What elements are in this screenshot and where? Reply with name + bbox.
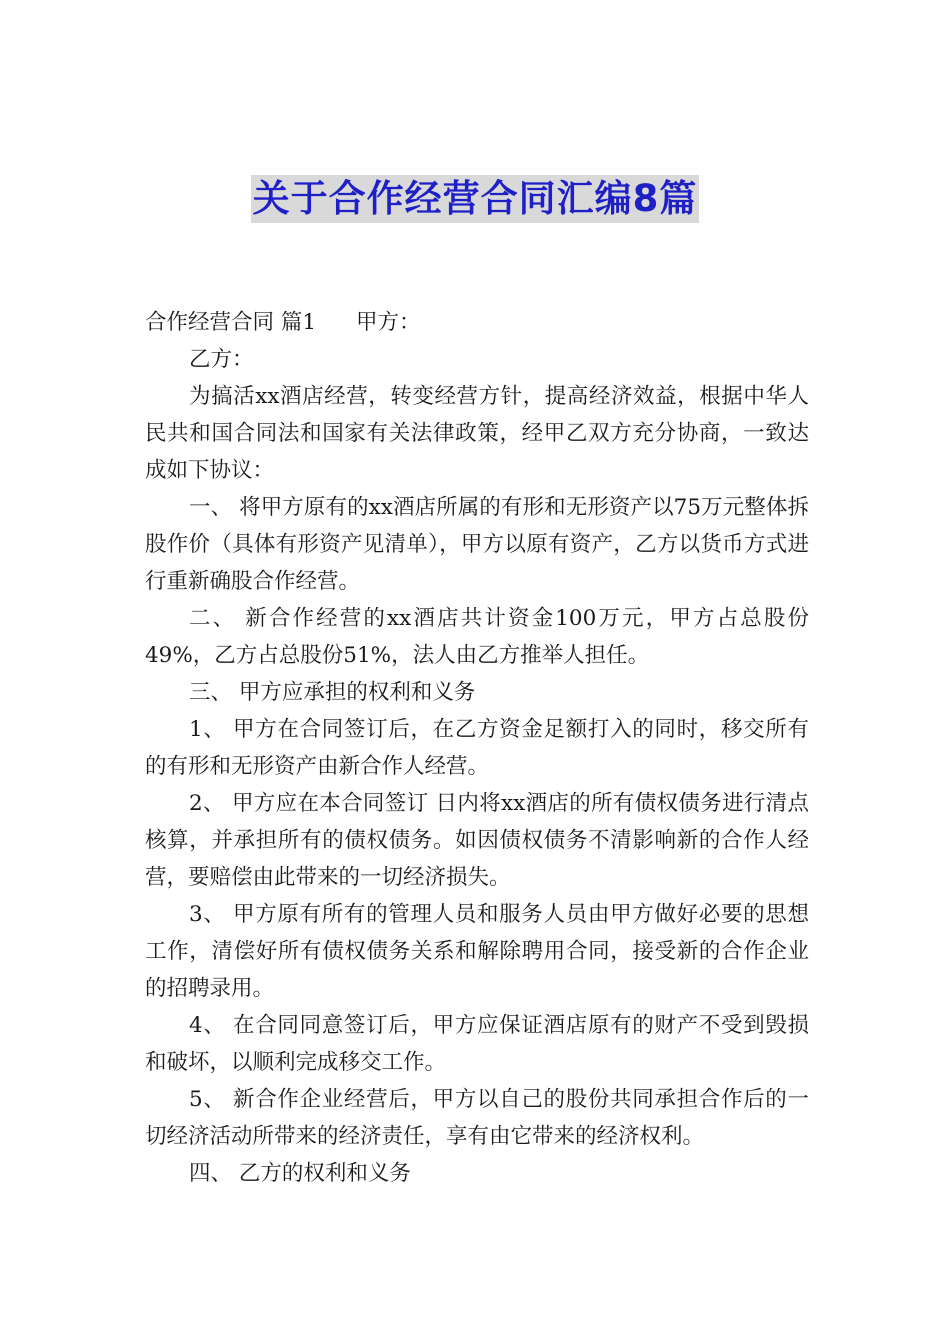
paragraph: 三、 甲方应承担的权利和义务 — [189, 680, 476, 705]
paragraph: 2、 甲方应在本合同签订 日内将xx酒店的所有债权债务进行清点核算，并承担所有的债权债务。如因债权债务不清影响新的合作人经营，要赔偿由此带来的一切经济损失。 — [145, 791, 809, 890]
paragraph: 4、 在合同同意签订后，甲方应保证酒店原有的财产不受到毁损和破坏，以顺利完成移交工作。 — [145, 1013, 809, 1075]
paragraph: 5、 新合作企业经营后，甲方以自己的股份共同承担合作后的一切经济活动所带来的经济责任，享有由它带来的经济权利。 — [145, 1087, 809, 1149]
paragraph: 为搞活xx酒店经营，转变经营方针，提高经济效益，根据中华人民共和国合同法和国家有关法律政策，经甲乙双方充分协商，一致达成如下协议： — [145, 384, 809, 483]
paragraph: 一、 将甲方原有的xx酒店所属的有形和无形资产以75万元整体拆股作价（具体有形资产见清单），甲方以原有资产，乙方以货币方式进行重新确股合作经营。 — [145, 495, 809, 594]
paragraph: 四、 乙方的权利和义务 — [189, 1161, 411, 1186]
paragraph: 3、 甲方原有所有的管理人员和服务人员由甲方做好必要的思想工作，清偿好所有债权债务关系和解除聘用合同，接受新的合作企业的招聘录用。 — [145, 902, 809, 1001]
party-a-label: 甲方： — [356, 310, 421, 335]
paragraph: 二、 新合作经营的xx酒店共计资金100万元，甲方占总股份49%，乙方占总股份51%，法人由乙方推举人担任。 — [145, 606, 809, 668]
document-body — [145, 304, 809, 1192]
document-title: 关于合作经营合同汇编8篇 — [251, 175, 700, 223]
paragraph: 乙方： — [189, 347, 254, 372]
paragraph: 1、 甲方在合同签订后，在乙方资金足额打入的同时，移交所有的有形和无形资产由新合作人经营。 — [145, 717, 809, 779]
section-label: 合作经营合同 篇1 — [145, 310, 317, 335]
title-container — [0, 175, 950, 223]
section-heading-line — [145, 304, 809, 341]
